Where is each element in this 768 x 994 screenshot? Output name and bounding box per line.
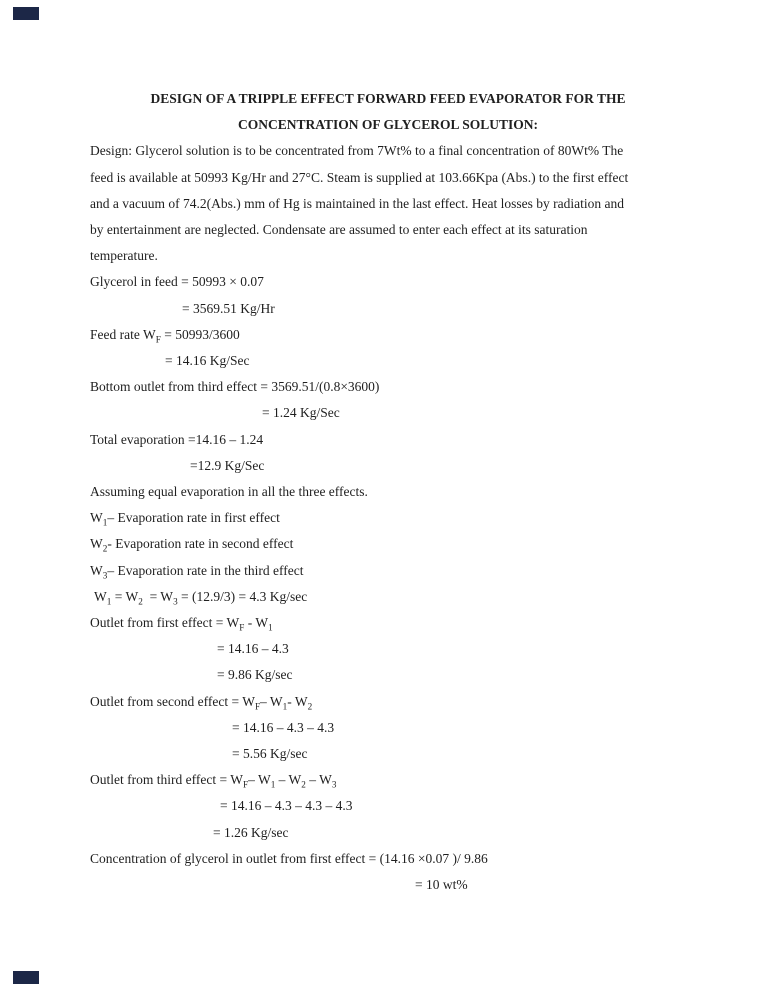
document-text-line: = 14.16 – 4.3 – 4.3 [232, 719, 335, 735]
document-text-line: = 9.86 Kg/sec [217, 667, 293, 683]
document-content [90, 86, 686, 898]
document-text-line: = 14.16 – 4.3 – 4.3 – 4.3 [220, 798, 353, 814]
document-text-line: $W_1 = W_2 = W_3 = (12.9/3) = 4.3$ Kg/sec [94, 588, 308, 607]
document-text-line: and a vacuum of 74.2(Abs.) mm of Hg is maintained in the last effect. Heat losses by radiation and [90, 195, 624, 211]
document-text-line: = 5.56 Kg/sec [232, 746, 308, 762]
document-text-line: = 3569.51 Kg/Hr [182, 300, 275, 316]
document-text-line: Outlet from third effect = $W_F-$ $W_1 - W_2 - W_3$ [90, 772, 337, 790]
document-text-line: = 14.16 – 4.3 [217, 641, 289, 657]
document-text-line: =12.9 Kg/Sec [190, 457, 265, 473]
document-text-line: = 1.26 Kg/sec [213, 824, 289, 840]
document-text-line: Bottom outlet from third effect = 3569.51/(0.8×3600) [90, 379, 380, 395]
document-text-line: = 1.24 Kg/Sec [262, 405, 340, 421]
page-corner-artifact-top [13, 7, 39, 20]
document-title-line: DESIGN OF A TRIPPLE EFFECT FORWARD FEED EVAPORATOR FOR THE [150, 91, 626, 106]
page-corner-artifact-bottom [13, 971, 39, 984]
document-text-line: temperature. [90, 248, 158, 264]
document-text-line: $W_3-$ Evaporation rate in the third effect [90, 562, 304, 581]
document-text-line: Assuming equal evaporation in all the three effects. [90, 484, 368, 500]
document-text-line: = 10 wt% [415, 877, 468, 893]
document-text-line: Feed rate $W_F = 50993/3600$ [90, 326, 240, 345]
document-title-line: CONCENTRATION OF GLYCEROL SOLUTION: [238, 117, 538, 133]
document-text-line: Concentration of glycerol in outlet from first effect = (14.16 ×0.07 )/ 9.86 [90, 850, 488, 866]
document-text-line: Glycerol in feed = 50993 × 0.07 [90, 274, 264, 290]
document-text-line: Outlet from second effect = $W_F-$ $W_1-$ $W_2$ [90, 693, 313, 712]
document-text-line: Outlet from first effect = $W_F - W_1$ [90, 615, 273, 633]
document-text-line: feed is available at 50993 Kg/Hr and 27°C. Steam is supplied at 103.66Kpa (Abs.) to the first effect [90, 169, 629, 185]
document-text-line: Total evaporation =14.16 – 1.24 [90, 431, 264, 447]
document-text-line: by entertainment are neglected. Condensate are assumed to enter each effect at its saturation [90, 222, 588, 238]
document-text-line: $W_2-$ Evaporation rate in second effect [90, 536, 294, 555]
document-text-line: $W_1-$ Evaporation rate in first effect [90, 510, 280, 528]
document-text-line: Design: Glycerol solution is to be concentrated from 7Wt% to a final concentration of 80Wt% The [90, 143, 624, 159]
document-text-line: = 14.16 Kg/Sec [165, 353, 250, 369]
